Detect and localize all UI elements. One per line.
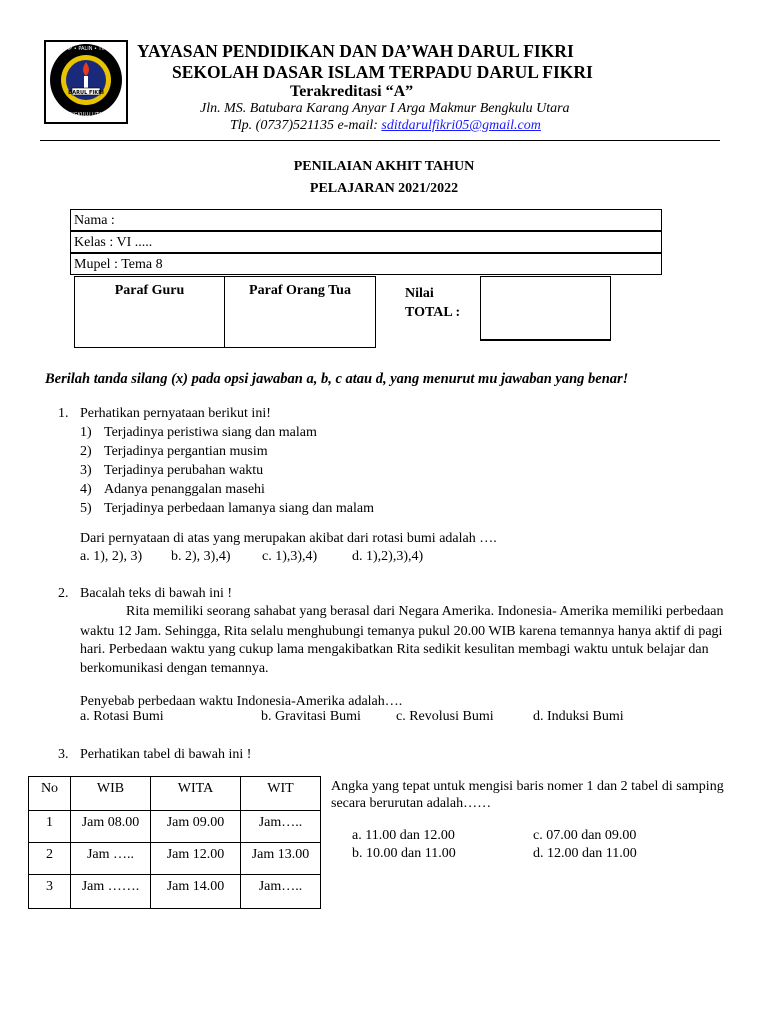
q3-text: Perhatikan tabel di bawah ini ! — [80, 747, 252, 762]
accreditation: Terakreditasi “A” — [290, 83, 414, 100]
nilai-label: Nilai — [405, 286, 434, 301]
table-row — [29, 843, 321, 875]
table-header-cell: WIT — [241, 777, 321, 811]
q1-item: Terjadinya perubahan waktu — [104, 463, 264, 478]
table-cell: Jam….. — [241, 811, 321, 843]
q2-question: Penyebab perbedaan waktu Indonesia-Amerika adalah…. — [80, 694, 403, 709]
q2-passage-line: waktu 12 Jam. Sehingga, Rita selalu menghubungi temanya pukul 20.00 WIB karena temannya hanya aktif di pagi — [80, 624, 723, 639]
q3-option-d[interactable]: d. 12.00 dan 11.00 — [533, 846, 637, 861]
table-cell: Jam 14.00 — [151, 875, 241, 909]
mupel-field[interactable]: Mupel : Tema 8 — [70, 253, 662, 275]
school-address: Jln. MS. Batubara Karang Anyar I Arga Makmur Bengkulu Utara — [200, 101, 570, 116]
table-cell: Jam 09.00 — [151, 811, 241, 843]
q3-option-c[interactable]: c. 07.00 dan 09.00 — [533, 828, 637, 843]
exam-title: PENILAIAN AKHIT TAHUN — [293, 159, 475, 174]
phone-text: Tlp. (0737)521135 e-mail: — [230, 118, 382, 133]
table-header-row — [29, 777, 321, 811]
q3-option-b[interactable]: b. 10.00 dan 11.00 — [352, 846, 456, 861]
school-logo — [44, 40, 128, 124]
table-header-cell: WIB — [71, 777, 151, 811]
table-cell: Jam 13.00 — [241, 843, 321, 875]
table-cell: Jam ….. — [71, 843, 151, 875]
q2-text: Bacalah teks di bawah ini ! — [80, 586, 233, 601]
q1-item-number: 5) — [80, 501, 92, 516]
table-cell: 2 — [29, 843, 71, 875]
exam-year: PELAJARAN 2021/2022 — [309, 181, 459, 196]
q1-item: Terjadinya pergantian musim — [104, 444, 268, 459]
time-zone-table — [28, 776, 321, 909]
q3-number: 3. — [58, 747, 69, 762]
q1-item-number: 3) — [80, 463, 92, 478]
nilai-total-box[interactable] — [480, 276, 611, 341]
q1-option-d[interactable]: d. 1),2),3),4) — [352, 549, 424, 564]
table-cell: Jam 08.00 — [71, 811, 151, 843]
q2-passage-line: hari. Perbedaan waktu yang cukup lama mengakibatkan Rita sedikit kesulitan membagi waktu untuk belajar dan — [80, 642, 709, 657]
total-label: TOTAL : — [405, 305, 461, 320]
q1-number: 1. — [58, 406, 69, 421]
nama-field[interactable]: Nama : — [70, 209, 662, 231]
q1-option-b[interactable]: b. 2), 3),4) — [171, 549, 231, 564]
q1-item: Adanya penanggalan masehi — [104, 482, 265, 497]
q1-question: Dari pernyataan di atas yang merupakan akibat dari rotasi bumi adalah …. — [80, 531, 497, 546]
table-cell: 1 — [29, 811, 71, 843]
logo-bottom-text: BENGKULU UTARA — [63, 112, 109, 118]
q3-option-a[interactable]: a. 11.00 dan 12.00 — [352, 828, 455, 843]
table-row — [29, 875, 321, 909]
email-link[interactable]: sditdarulfikri05@gmail.com — [381, 118, 541, 133]
paraf-guru-label: Paraf Guru — [114, 283, 185, 298]
table-cell: Jam ……. — [71, 875, 151, 909]
q2-option-a[interactable]: a. Rotasi Bumi — [80, 709, 164, 724]
table-cell: Jam….. — [241, 875, 321, 909]
q3-question-line: secara berurutan adalah…… — [331, 796, 492, 811]
table-header-cell: WITA — [151, 777, 241, 811]
q1-item-number: 1) — [80, 425, 92, 440]
instruction: Berilah tanda silang (x) pada opsi jawaban a, b, c atau d, yang menurut mu jawaban yang benar! — [45, 371, 629, 387]
q1-item: Terjadinya peristiwa siang dan malam — [104, 425, 317, 440]
table-header-cell: No — [29, 777, 71, 811]
q1-item: Terjadinya perbedaan lamanya siang dan malam — [104, 501, 374, 516]
logo-top-text: SEDAP • PALIN • TIPPNR — [55, 46, 117, 52]
q1-item-number: 2) — [80, 444, 92, 459]
q3-question-line: Angka yang tepat untuk mengisi baris nomer 1 dan 2 tabel di samping — [331, 779, 724, 794]
q2-option-b[interactable]: b. Gravitasi Bumi — [261, 709, 361, 724]
table-cell: Jam 12.00 — [151, 843, 241, 875]
q1-item-number: 4) — [80, 482, 92, 497]
q1-option-a[interactable]: a. 1), 2), 3) — [80, 549, 143, 564]
header-divider — [40, 140, 720, 141]
kelas-field[interactable]: Kelas : VI ..... — [70, 231, 662, 253]
q2-passage-line: Rita memiliki seorang sahabat yang berasal dari Negara Amerika. Indonesia- Amerika memiliki perbedaan — [126, 604, 724, 619]
paraf-ortu-box[interactable] — [224, 276, 376, 348]
q2-passage-line: berkomunikasi dengan temannya. — [80, 661, 269, 676]
q1-text: Perhatikan pernyataan berikut ini! — [80, 406, 271, 421]
paraf-ortu-label: Paraf Orang Tua — [249, 283, 351, 298]
q2-option-d[interactable]: d. Induksi Bumi — [533, 709, 624, 724]
foundation-name: YAYASAN PENDIDIKAN DAN DA’WAH DARUL FIKRI — [137, 41, 574, 61]
q2-option-c[interactable]: c. Revolusi Bumi — [396, 709, 494, 724]
logo-banner-text: DARUL FIKRI — [68, 90, 104, 96]
school-contact — [230, 118, 541, 134]
q1-option-c[interactable]: c. 1),3),4) — [262, 549, 318, 564]
school-name: SEKOLAH DASAR ISLAM TERPADU DARUL FIKRI — [172, 62, 593, 82]
table-cell: 3 — [29, 875, 71, 909]
table-row — [29, 811, 321, 843]
paraf-guru-box[interactable] — [74, 276, 225, 348]
q2-number: 2. — [58, 586, 69, 601]
